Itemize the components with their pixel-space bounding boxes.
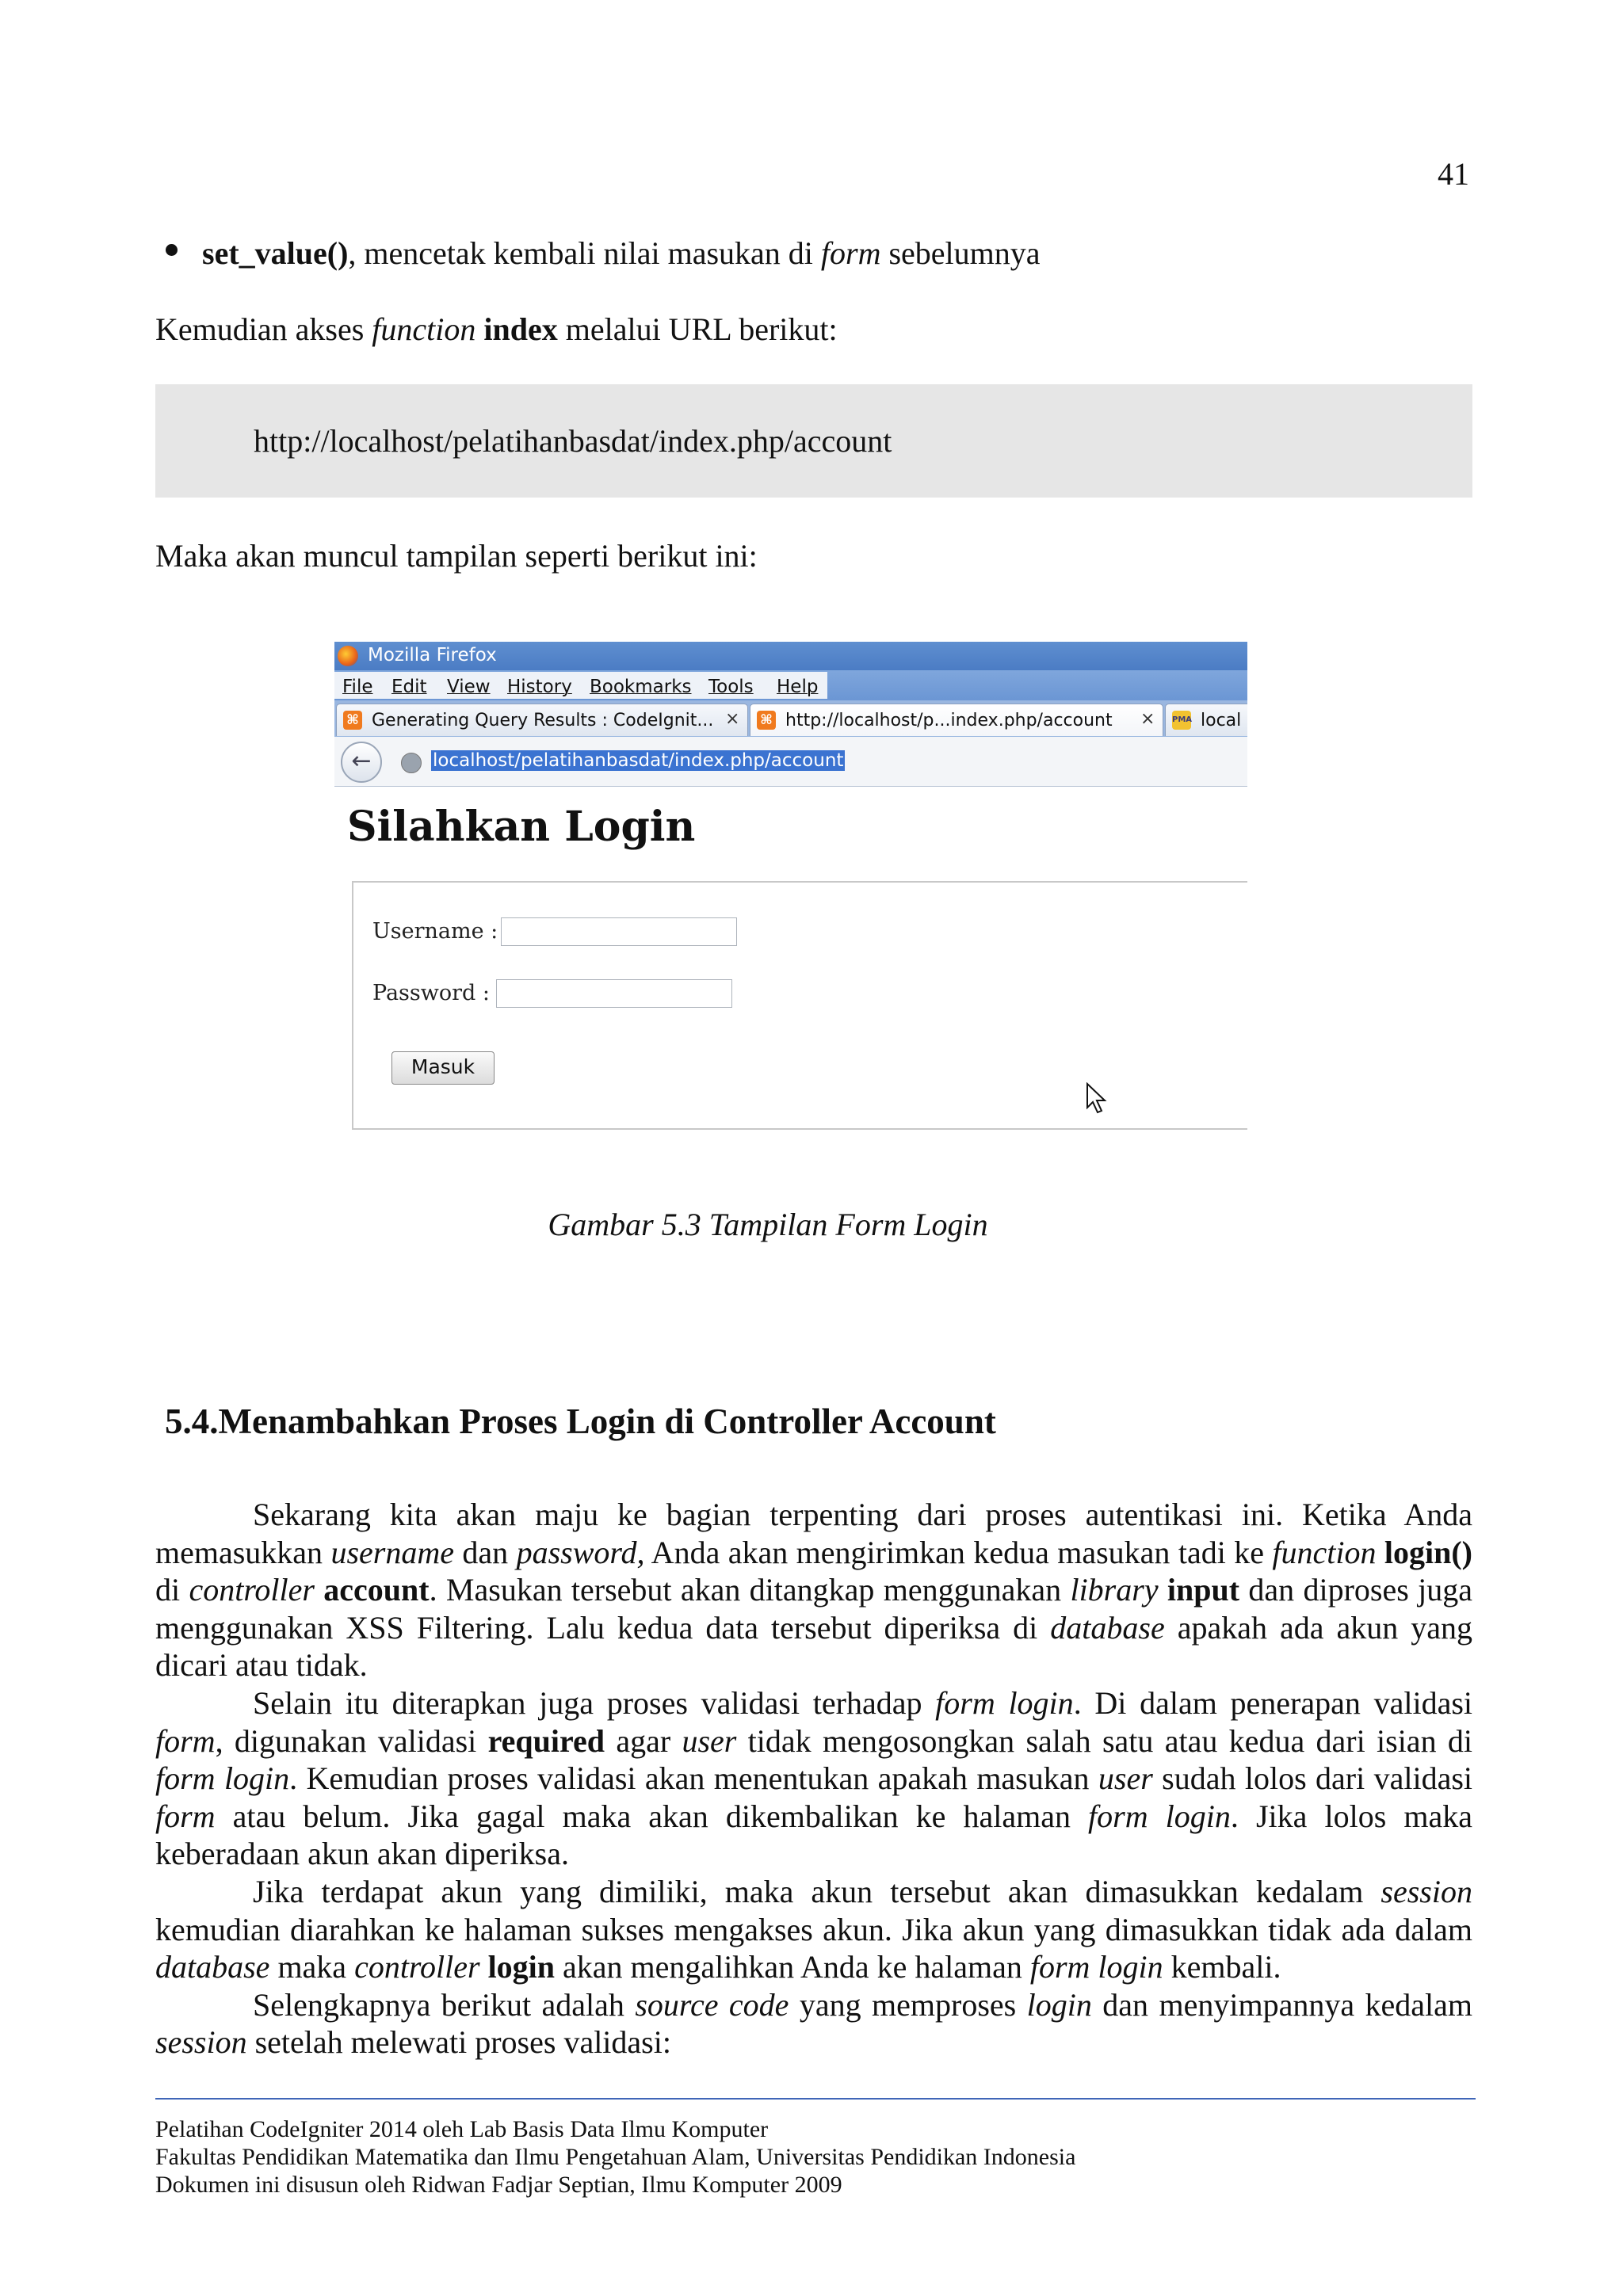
p1-t2: dan [454, 1534, 517, 1570]
username-label: Username : [372, 919, 498, 944]
p1-b2: account [323, 1572, 430, 1608]
menu-bookmarks[interactable]: Bookmarks [590, 677, 692, 697]
tab-label: Generating Query Results : CodeIgnit... [372, 711, 714, 730]
address-input[interactable]: localhost/pelatihanbasdat/index.php/account [433, 750, 844, 771]
p1-e3: function [1272, 1534, 1377, 1570]
intro-line [155, 311, 838, 348]
p3-t3: maka [269, 1949, 355, 1985]
p2-t3: , digunakan validasi [215, 1722, 488, 1759]
paragraph-3 [155, 1873, 1472, 1986]
intro-b [475, 311, 483, 347]
p4-e2: login [1026, 1986, 1092, 2023]
p1-b3: input [1167, 1572, 1240, 1608]
p1-t6 [315, 1572, 323, 1608]
menu-file[interactable]: File [342, 677, 373, 697]
bullet-dot [166, 244, 178, 256]
username-input[interactable] [501, 917, 737, 946]
p1-t1: Sekarang kita akan maju ke bagian terpenting dari proses autentikasi ini. Ketika Anda memasukkan [155, 1497, 1472, 1570]
bullet-text-2: sebelumnya [880, 235, 1041, 271]
p2-t9: . Jika lolos maka keberadaan akun akan diperiksa. [155, 1798, 1472, 1872]
p1-e6: database [1050, 1609, 1165, 1646]
login-fieldset [352, 881, 1247, 1130]
window-title: Mozilla Firefox [368, 645, 497, 666]
page-number: 41 [1438, 156, 1469, 192]
p2-e2: form [155, 1722, 216, 1759]
p3-t2: kemudian diarahkan ke halaman sukses mengakses akun. Jika akun yang dimasukkan tidak ada dalam [155, 1911, 1472, 1947]
p3-t5: akan mengalihkan Anda ke halaman [555, 1949, 1030, 1985]
page-footer [155, 2115, 1075, 2199]
p4-t1: Selengkapnya berikut adalah [253, 1986, 636, 2023]
p2-t2: . Di dalam penerapan validasi [1073, 1684, 1473, 1721]
url-code-text: http://localhost/pelatihanbasdat/index.php/account [254, 423, 892, 459]
p1-t7: . Masukan tersebut akan ditangkap menggunakan [429, 1572, 1071, 1608]
codeigniter-tab-icon: ⌘ [343, 711, 362, 730]
p3-e2: database [155, 1949, 270, 1985]
section-title: 5.4.Menambahkan Proses Login di Controller Account [165, 1402, 996, 1441]
p1-e4: controller [189, 1572, 315, 1608]
footer-line-3: Dokumen ini disusun oleh Ridwan Fadjar Septian, Ilmu Komputer 2009 [155, 2172, 842, 2198]
codeigniter-tab-icon: ⌘ [757, 711, 776, 730]
p3-t4 [480, 1949, 488, 1985]
p1-t9: dan diproses juga menggunakan XSS Filtering. Lalu kedua data tersebut diperiksa di [155, 1572, 1472, 1646]
phpmyadmin-tab-icon: PMA [1172, 711, 1191, 730]
p3-e3: controller [354, 1949, 480, 1985]
url-code-box [155, 384, 1472, 498]
bullet-text-1: , mencetak kembali nilai masukan di [348, 235, 821, 271]
login-heading: Silahkan Login [347, 803, 696, 851]
menu-edit[interactable]: Edit [391, 677, 427, 697]
p1-e2: password, [516, 1534, 645, 1570]
intro-c: melalui URL berikut: [557, 311, 838, 347]
p2-t1: Selain itu diterapkan juga proses validasi terhadap [253, 1684, 936, 1721]
p2-b1: required [487, 1722, 605, 1759]
footer-divider [155, 2098, 1476, 2100]
p2-t4: agar [605, 1722, 682, 1759]
globe-icon [401, 753, 422, 773]
tab-phpmyadmin[interactable] [1165, 704, 1247, 736]
p4-t2: yang memproses [789, 1986, 1027, 2023]
p2-e1: form login [935, 1684, 1074, 1721]
p1-t3: Anda akan mengirimkan kedua masukan tadi ke [644, 1534, 1273, 1570]
intro-a: Kemudian akses [155, 311, 372, 347]
p1-t5: di [155, 1572, 189, 1608]
paragraph-4 [155, 1986, 1472, 2061]
after-url-line: Maka akan muncul tampilan seperti berikut ini: [155, 538, 758, 574]
browser-tab-bar [334, 700, 1247, 737]
navigation-bar [334, 737, 1247, 787]
p4-e1: source code [635, 1986, 789, 2023]
intro-bold: index [483, 311, 558, 347]
password-label: Password : [372, 981, 490, 1005]
p2-e4: form login [155, 1760, 290, 1797]
footer-line-1: Pelatihan CodeIgniter 2014 oleh Lab Basis Data Ilmu Komputer [155, 2116, 769, 2142]
p2-t8: atau belum. Jika gagal maka akan dikembalikan ke halaman [215, 1798, 1089, 1834]
p1-e5: library [1070, 1572, 1159, 1608]
p1-t10: apakah ada akun yang dicari atau tidak. [155, 1609, 1473, 1684]
p1-b1: login() [1384, 1534, 1473, 1570]
p1-e1: username [330, 1534, 454, 1570]
bullet-item-set-value [202, 235, 1041, 272]
menu-history[interactable]: History [507, 677, 572, 697]
masuk-button[interactable]: Masuk [391, 1051, 495, 1085]
body-paragraphs [155, 1496, 1472, 2061]
p4-t3: dan menyimpannya kedalam [1091, 1986, 1472, 2023]
p2-e7: form login [1088, 1798, 1231, 1834]
p2-e5: user [1098, 1760, 1153, 1797]
tab-account[interactable] [750, 704, 1163, 736]
login-form-screenshot [334, 642, 1247, 1168]
tab-close-icon[interactable]: × [725, 709, 740, 729]
bullet-code: set_value() [202, 235, 349, 271]
p3-t1: Jika terdapat akun yang dimiliki, maka akun tersebut akan dimasukkan kedalam [253, 1873, 1381, 1909]
menu-tools[interactable]: Tools [708, 677, 754, 697]
p3-b1: login [487, 1949, 556, 1985]
mouse-cursor-icon [1086, 1082, 1109, 1114]
browser-menu-bar [334, 670, 1247, 700]
p1-t8 [1159, 1572, 1167, 1608]
p2-t7: sudah lolos dari validasi [1152, 1760, 1473, 1797]
tab-query-results[interactable] [336, 704, 748, 736]
menu-help[interactable]: Help [777, 677, 819, 697]
browser-title-bar [334, 642, 1247, 670]
p4-e3: session [155, 2024, 247, 2061]
tab-label: local [1201, 711, 1242, 730]
paragraph-1 [155, 1496, 1472, 1684]
tab-label: http://localhost/p...index.php/account [785, 711, 1113, 730]
p3-e1: session [1381, 1873, 1472, 1909]
firefox-logo-icon [338, 646, 358, 666]
p3-e4: form login [1029, 1949, 1163, 1985]
p2-t6: . Kemudian proses validasi akan menentukan apakah masukan [289, 1760, 1098, 1797]
tab-close-icon[interactable]: × [1140, 709, 1155, 729]
bullet-em: form [820, 235, 881, 271]
menu-view[interactable]: View [447, 677, 491, 697]
figure-caption: Gambar 5.3 Tampilan Form Login [548, 1207, 988, 1242]
p4-t4: setelah melewati proses validasi: [246, 2024, 671, 2061]
web-page-content [334, 787, 1247, 1168]
p2-t5: tidak mengosongkan salah satu atau kedua dari isian di [736, 1722, 1472, 1759]
p3-t6: kembali. [1163, 1949, 1281, 1985]
p2-e6: form [155, 1798, 216, 1834]
paragraph-2 [155, 1684, 1472, 1873]
p1-t4 [1376, 1535, 1384, 1570]
password-input[interactable] [496, 979, 732, 1008]
p2-e3: user [682, 1722, 737, 1759]
intro-em: function [372, 311, 476, 347]
footer-line-2: Fakultas Pendidikan Matematika dan Ilmu Pengetahuan Alam, Universitas Pendidikan Indonesia [155, 2144, 1076, 2170]
back-arrow-icon[interactable]: ← [341, 742, 382, 783]
